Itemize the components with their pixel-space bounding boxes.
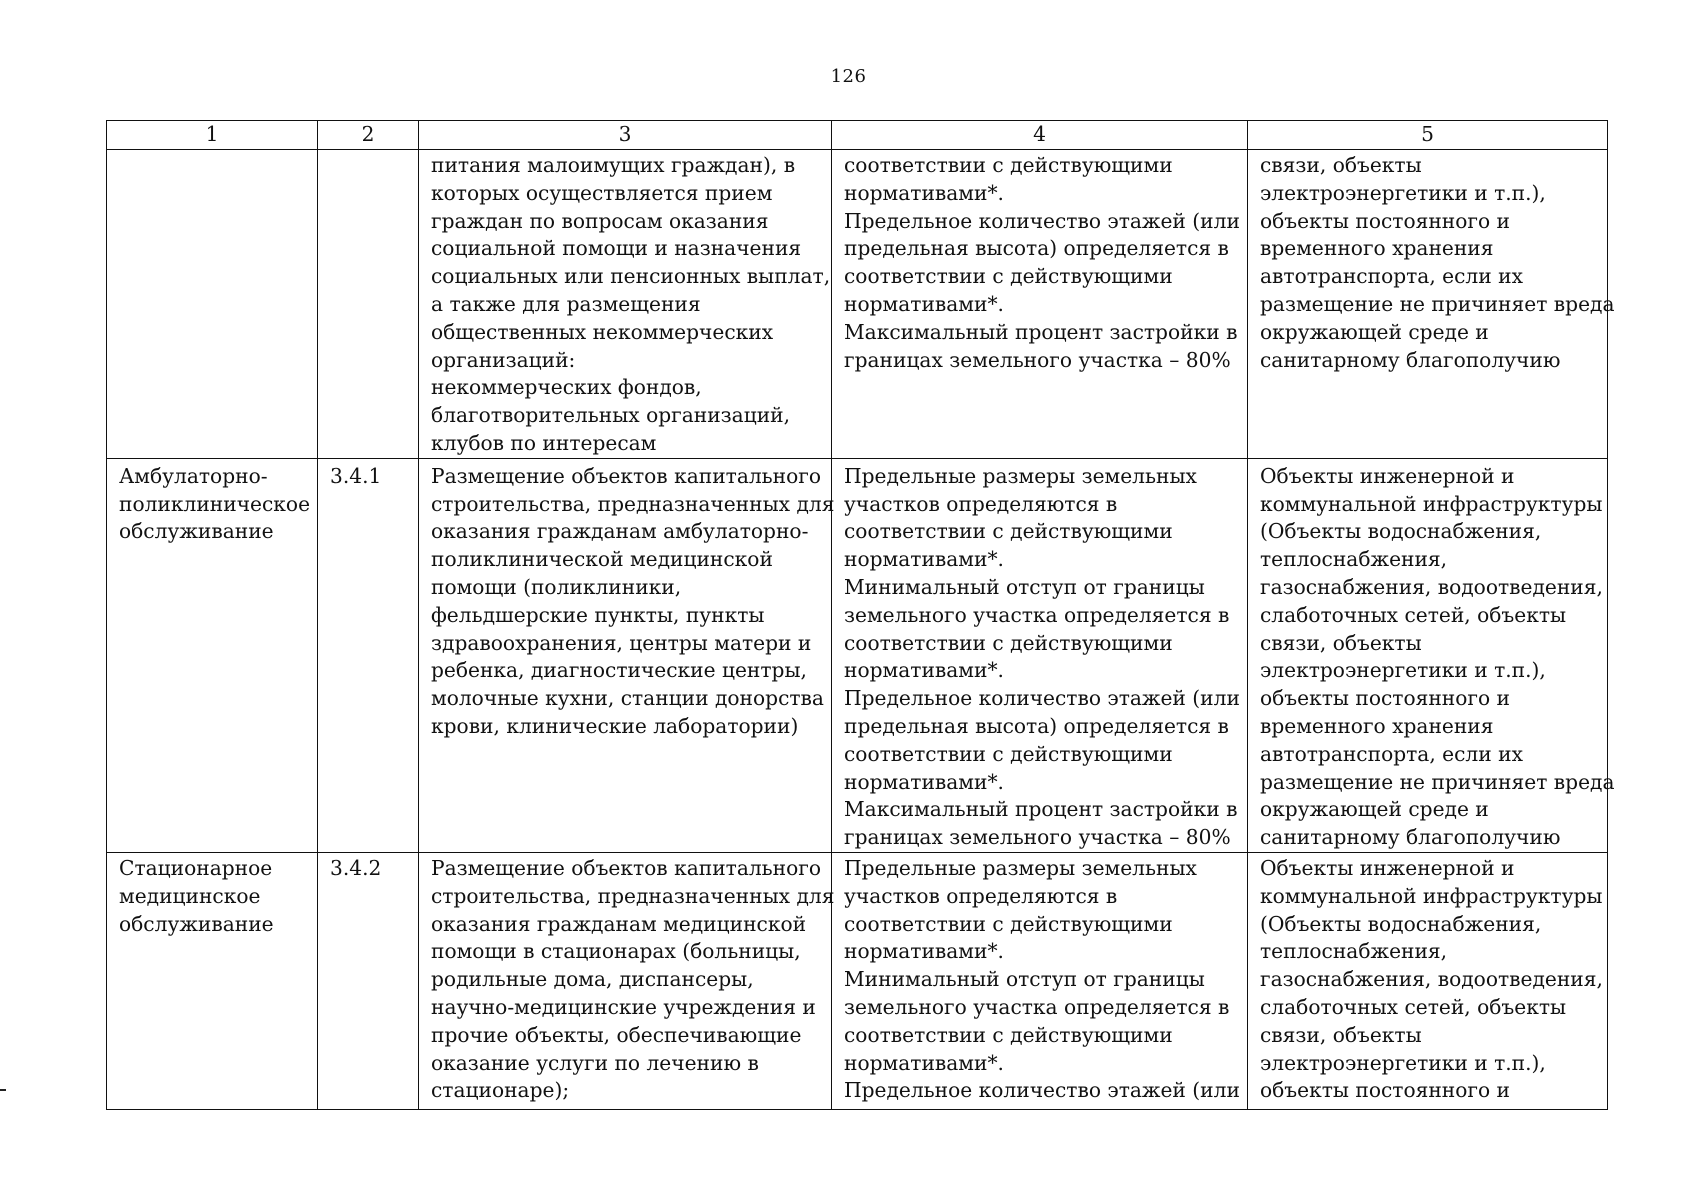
text-line: размещение не причиняет вреда — [1260, 769, 1615, 794]
text-line: Предельные размеры земельных — [844, 855, 1197, 880]
page-number: 126 — [830, 66, 867, 87]
use-code-cell: 3.4.2 — [318, 852, 419, 1109]
text-line: Предельное количество этажей (или — [844, 686, 1240, 711]
text-line: электроэнергетики и т.п.), — [1260, 180, 1546, 205]
text-line: Объекты инженерной и — [1260, 855, 1515, 880]
use-description-cell — [419, 458, 835, 852]
text-line: социальной помощи и назначения — [431, 236, 802, 261]
text-line: границах земельного участка – 80% — [844, 825, 1231, 850]
table-row-continuation — [107, 150, 1608, 459]
construction-parameters-cell — [832, 150, 1248, 459]
text-line: коммунальной инфраструктуры — [1260, 491, 1603, 516]
text-line: временного хранения — [1260, 713, 1494, 738]
text-line: теплоснабжения, — [1260, 939, 1448, 964]
text-line: нормативами*. — [844, 1050, 1004, 1075]
column-header-3: 3 — [419, 121, 832, 150]
text-line: здравоохранения, центры матери и — [431, 630, 812, 655]
text-line: (Объекты водоснабжения, — [1260, 911, 1542, 936]
text-line: окружающей среде и — [1260, 797, 1489, 822]
text-line: нормативами*. — [844, 547, 1004, 572]
text-line: слаботочных сетей, объекты — [1260, 994, 1567, 1019]
text-line: объекты постоянного и — [1260, 208, 1511, 233]
text-line: нормативами*. — [844, 291, 1004, 316]
text-line: Максимальный процент застройки в — [844, 797, 1238, 822]
text-line: временного хранения — [1260, 236, 1494, 261]
text-line: электроэнергетики и т.п.), — [1260, 1050, 1546, 1075]
text-line: коммунальной инфраструктуры — [1260, 883, 1603, 908]
text-line: а также для размещения — [431, 291, 701, 316]
text-line: благотворительных организаций, — [431, 403, 791, 428]
text-line: Стационарное — [119, 855, 273, 880]
auxiliary-uses-cell — [1248, 852, 1608, 1109]
land-use-regulations-table — [106, 120, 1615, 1110]
text-line: нормативами*. — [844, 939, 1004, 964]
text-line: слаботочных сетей, объекты — [1260, 602, 1567, 627]
text-line: соответствии с действующими — [844, 741, 1173, 766]
text-line: обслуживание — [119, 519, 274, 544]
text-line: газоснабжения, водоотведения, — [1260, 967, 1603, 992]
construction-parameters-cell — [832, 458, 1248, 852]
text-line: строительства, предназначенных для — [431, 883, 835, 908]
text-line: которых осуществляется прием — [431, 180, 773, 205]
use-description-cell — [419, 150, 832, 459]
text-line: соответствии с действующими — [844, 519, 1173, 544]
text-line: окружающей среде и — [1260, 319, 1489, 344]
text-line: ребенка, диагностические центры, — [431, 658, 807, 683]
text-line: теплоснабжения, — [1260, 547, 1448, 572]
text-line: связи, объекты — [1260, 630, 1422, 655]
text-line: медицинское — [119, 883, 261, 908]
text-line: соответствии с действующими — [844, 264, 1173, 289]
table-row-inpatient-care — [107, 852, 1608, 1109]
construction-parameters-cell — [832, 852, 1248, 1109]
column-header-4: 4 — [832, 121, 1248, 150]
text-line: Размещение объектов капитального — [431, 855, 822, 880]
text-line: земельного участка определяется в — [844, 994, 1230, 1019]
use-type-name-cell — [107, 150, 318, 459]
column-header-1: 1 — [107, 121, 318, 150]
text-line: оказание услуги по лечению в — [431, 1050, 759, 1075]
text-line: Предельное количество этажей (или — [844, 1078, 1240, 1103]
text-line: автотранспорта, если их — [1260, 741, 1523, 766]
text-line: Минимальный отступ от границы — [844, 574, 1205, 599]
text-line: санитарному благополучию — [1260, 347, 1561, 372]
text-line: родильные дома, диспансеры, — [431, 967, 754, 992]
text-line: соответствии с действующими — [844, 1022, 1173, 1047]
text-line: газоснабжения, водоотведения, — [1260, 574, 1603, 599]
text-line: объекты постоянного и — [1260, 1078, 1511, 1103]
use-code-cell: 3.4.1 — [318, 458, 419, 852]
text-line: помощи (поликлиники, — [431, 574, 682, 599]
text-line: Максимальный процент застройки в — [844, 319, 1238, 344]
text-line: обслуживание — [119, 911, 274, 936]
use-type-name-cell — [107, 458, 318, 852]
text-line: нормативами*. — [844, 658, 1004, 683]
text-line: фельдшерские пункты, пункты — [431, 602, 765, 627]
text-line: научно-медицинские учреждения и — [431, 994, 816, 1019]
text-line: Объекты инженерной и — [1260, 463, 1515, 488]
text-line: общественных некоммерческих — [431, 319, 774, 344]
use-description-cell — [419, 852, 835, 1109]
text-line: предельная высота) определяется в — [844, 236, 1229, 261]
text-line: границах земельного участка – 80% — [844, 347, 1231, 372]
text-line: соответствии с действующими — [844, 153, 1173, 177]
text-line: молочные кухни, станции донорства — [431, 686, 824, 711]
text-line: граждан по вопросам оказания — [431, 208, 769, 233]
text-line: стационаре); — [431, 1078, 570, 1103]
use-code-cell — [318, 150, 419, 459]
text-line: предельная высота) определяется в — [844, 713, 1229, 738]
column-header-2: 2 — [318, 121, 419, 150]
text-line: оказания гражданам медицинской — [431, 911, 807, 936]
text-line: связи, объекты — [1260, 153, 1422, 177]
text-line: Предельные размеры земельных — [844, 463, 1197, 488]
text-line: некоммерческих фондов, — [431, 375, 702, 400]
use-type-name-cell — [107, 852, 318, 1109]
text-line: Амбулаторно- — [119, 463, 268, 488]
text-line: (Объекты водоснабжения, — [1260, 519, 1542, 544]
table-row-ambulatory-care — [107, 458, 1608, 852]
auxiliary-uses-cell — [1248, 458, 1615, 852]
text-line: помощи в стационарах (больницы, — [431, 939, 801, 964]
text-line: оказания гражданам амбулаторно- — [431, 519, 809, 544]
text-line: размещение не причиняет вреда — [1260, 291, 1615, 316]
text-line: участков определяются в — [844, 491, 1118, 516]
margin-mark — [0, 1089, 6, 1091]
text-line: соответствии с действующими — [844, 911, 1173, 936]
text-line: электроэнергетики и т.п.), — [1260, 658, 1546, 683]
text-line: клубов по интересам — [431, 430, 657, 455]
text-line: соответствии с действующими — [844, 630, 1173, 655]
text-line: нормативами*. — [844, 180, 1004, 205]
text-line: Размещение объектов капитального — [431, 463, 822, 488]
text-line: автотранспорта, если их — [1260, 264, 1523, 289]
text-line: строительства, предназначенных для — [431, 491, 835, 516]
text-line: социальных или пенсионных выплат, — [431, 264, 831, 289]
text-line: земельного участка определяется в — [844, 602, 1230, 627]
text-line: поликлинической медицинской — [431, 547, 773, 572]
text-line: Минимальный отступ от границы — [844, 967, 1205, 992]
header-row — [107, 121, 1608, 150]
text-line: санитарному благополучию — [1260, 825, 1561, 850]
auxiliary-uses-cell — [1248, 150, 1615, 459]
text-line: питания малоимущих граждан), в — [431, 153, 796, 177]
text-line: поликлиническое — [119, 491, 311, 516]
text-line: Предельное количество этажей (или — [844, 208, 1240, 233]
text-line: участков определяются в — [844, 883, 1118, 908]
text-line: нормативами*. — [844, 769, 1004, 794]
text-line: прочие объекты, обеспечивающие — [431, 1022, 802, 1047]
text-line: объекты постоянного и — [1260, 686, 1511, 711]
text-line: крови, клинические лаборатории) — [431, 713, 799, 738]
text-line: связи, объекты — [1260, 1022, 1422, 1047]
column-header-5: 5 — [1248, 121, 1608, 150]
text-line: организаций: — [431, 347, 576, 372]
